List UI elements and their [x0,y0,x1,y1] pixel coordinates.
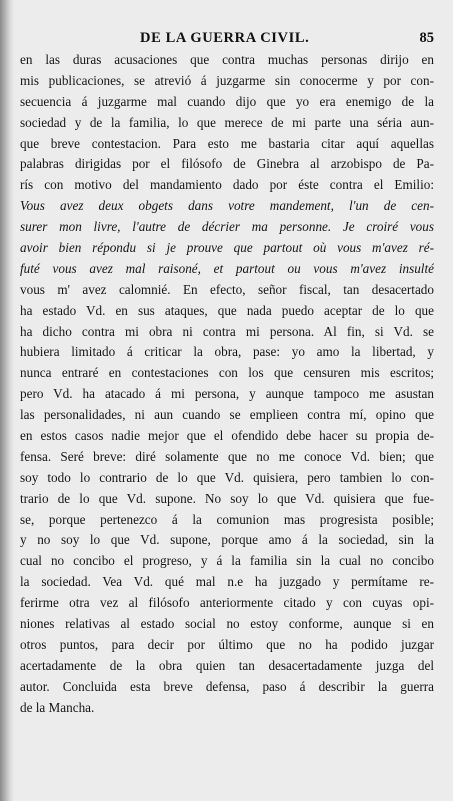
text-line: cual no concibo el progreso, y á la familia sin la cual no concibo [20,553,434,569]
text-line: ha estado Vd. en sus ataques, que nada puedo aceptar de lo que [20,302,434,318]
text-line: hubiera limitado á criticar la obra, pase: yo amo la libertad, y [20,344,434,360]
body-text [20,50,434,719]
text-line: se, porque pertenezco á la comunion mas progresista posible; [20,511,434,527]
text-line: autor. Concluida esta breve defensa, paso á describir la guerra [20,678,434,694]
text-line: pero Vd. ha atacado á mi persona, y aunque tampoco me asustan [20,386,434,402]
text-line: trario de lo que Vd. supone. No soy lo que Vd. quisiera que fue- [20,490,434,506]
text-line: nunca entraré en contestaciones con los que censuren mis escritos; [20,365,434,381]
text-line: la sociedad. Vea Vd. qué mal n.e ha juzgado y permítame re- [20,574,434,590]
page-number: 85 [419,30,434,46]
text-line: que breve contestacion. Para esto me bastaria citar aquí aquellas [20,135,434,151]
text-line: y no soy lo que Vd. supone, porque amo á la sociedad, sin la [20,532,434,548]
text-line: otros puntos, para decir por último que no ha podido juzgar [20,636,434,652]
text-line: rís con motivo del mandamiento dado por éste contra el Emilio: [20,177,434,193]
running-title: DE LA GUERRA CIVIL. [140,30,310,46]
quote-line: Vous avez deux obgets dans votre mandement, l'un de cen- [20,198,434,214]
text-line: vous m' avez calomnié. En efecto, señor fiscal, tan desacertado [20,281,434,297]
text-line: sociedad y de la familia, lo que merece de mi parte una séria aun- [20,114,434,130]
quote-line: surer mon livre, l'autre de décrier ma personne. Je croiré vous [20,219,434,235]
text-line: niones relativas al estado social no estoy conforme, aunque si en [20,616,434,632]
gutter-shadow [0,0,14,801]
quote-line: avoir bien répondu si je prouve que partout où vous m'avez ré- [20,240,434,256]
text-line: soy todo lo contrario de lo que Vd. quisiera, pero tambien lo con- [20,469,434,485]
text-line: ha dicho contra mi obra ni contra mi persona. Al fin, si Vd. se [20,323,434,339]
text-line: de la Mancha. [20,699,95,715]
page-header [22,30,434,48]
quote-line: futé vous avez mal raisoné, et partout ou vous m'avez insulté [20,260,434,276]
text-line: fensa. Seré breve: diré solamente que no me conoce Vd. bien; que [20,448,434,464]
text-line: palabras dirigidas por el filósofo de Ginebra al arzobispo de Pa- [20,156,434,172]
text-line: secuencia á juzgarme mal cuando dijo que yo era enemigo de la [20,93,434,109]
text-line: las personalidades, ni aun cuando se emplieen contra mí, opino que [20,407,434,423]
text-line: en las duras acusaciones que contra muchas personas dirijo en [20,52,434,67]
text-line: mis publicaciones, se atrevió á juzgarme sin conocerme y por con- [20,72,434,88]
text-line: en estos casos nadie mejor que el ofendido debe hacer su propia de- [20,428,434,444]
text-line: acertadamente de la obra quien tan desacertadamente juzga del [20,657,434,673]
text-line: ferirme otra vez al filósofo anteriormente citado y con cuyas opi- [20,595,434,611]
